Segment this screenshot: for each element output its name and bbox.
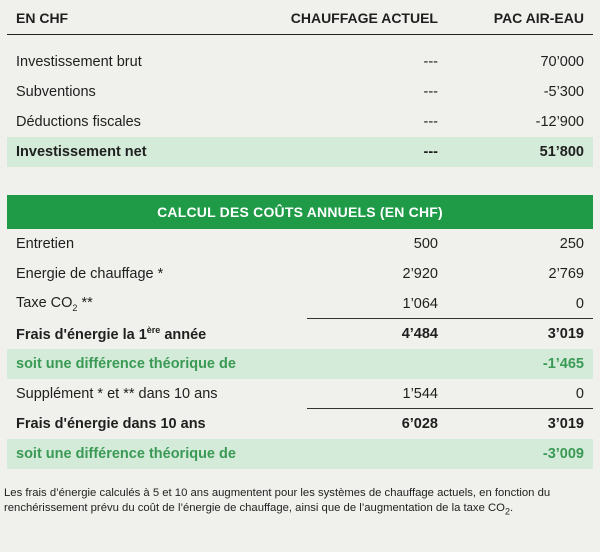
row-col2: 0 xyxy=(575,296,584,312)
net-investment-row xyxy=(7,137,593,167)
row-col1: 6’028 xyxy=(401,416,438,432)
table-row xyxy=(7,289,593,319)
table-row xyxy=(7,107,593,137)
header-label: EN CHF xyxy=(16,10,69,26)
row-col2: -12’900 xyxy=(535,114,584,130)
row-col1: --- xyxy=(423,84,438,100)
row-col2: -5’300 xyxy=(543,84,584,100)
cost-comparison xyxy=(7,0,593,469)
row-label: Subventions xyxy=(16,84,96,100)
row-col2: -1’465 xyxy=(542,356,584,372)
row-col2: 0 xyxy=(575,386,584,402)
row-col1: --- xyxy=(423,144,438,160)
annual-costs-banner: CALCUL DES COÛTS ANNUELS (EN CHF) xyxy=(7,195,593,229)
header-col2: PAC AIR-EAU xyxy=(493,10,584,26)
difference-row xyxy=(7,439,593,469)
table1-header xyxy=(7,0,593,35)
row-col1: 500 xyxy=(413,236,438,252)
row-label: Supplément * et ** dans 10 ans xyxy=(16,386,218,402)
row-col1: --- xyxy=(423,114,438,130)
row-label: Energie de chauffage * xyxy=(16,266,164,282)
row-col1: 1’544 xyxy=(402,386,438,402)
table-row xyxy=(7,77,593,107)
row-col2: 3’019 xyxy=(547,416,584,432)
row-col1: 1’064 xyxy=(402,296,438,312)
row-col1: 4’484 xyxy=(401,326,438,342)
row-label: Investissement brut xyxy=(16,54,142,70)
row-label: Entretien xyxy=(16,236,75,252)
row-col2: 250 xyxy=(559,236,584,252)
first-year-total-row xyxy=(7,319,593,349)
table-row xyxy=(7,229,593,259)
row-col2: 3’019 xyxy=(547,326,584,342)
header-col1: CHAUFFAGE ACTUEL xyxy=(290,10,438,26)
table-row xyxy=(7,379,593,409)
row-col1: --- xyxy=(423,54,438,70)
row-label: Déductions fiscales xyxy=(16,114,141,130)
row-label: Frais d'énergie la 1ère année xyxy=(16,325,207,343)
row-col1: 2’920 xyxy=(402,266,438,282)
footnote: Les frais d’énergie calculés à 5 et 10 ans augmentent pour les systèmes de chauffage actuels, en fonction du renchérissement prévu du coût de l’énergie de chauffage, ainsi que de l’augmentation de la taxe $CO_2$. xyxy=(4,487,551,517)
table-row xyxy=(7,47,593,77)
row-col2: 70’000 xyxy=(540,54,584,70)
row-label: soit une différence théorique de xyxy=(16,356,236,372)
row-col2: -3’009 xyxy=(542,446,584,462)
row-col2: 2’769 xyxy=(548,266,584,282)
row-col2: 51’800 xyxy=(539,144,584,160)
table-row xyxy=(7,259,593,289)
row-label: Investissement net xyxy=(16,144,147,160)
row-label: Frais d'énergie dans 10 ans xyxy=(16,416,206,432)
ten-year-total-row xyxy=(7,409,593,439)
row-label: soit une différence théorique de xyxy=(16,446,236,462)
row-label: Taxe $CO_2$ ** xyxy=(16,295,93,313)
difference-row xyxy=(7,349,593,379)
